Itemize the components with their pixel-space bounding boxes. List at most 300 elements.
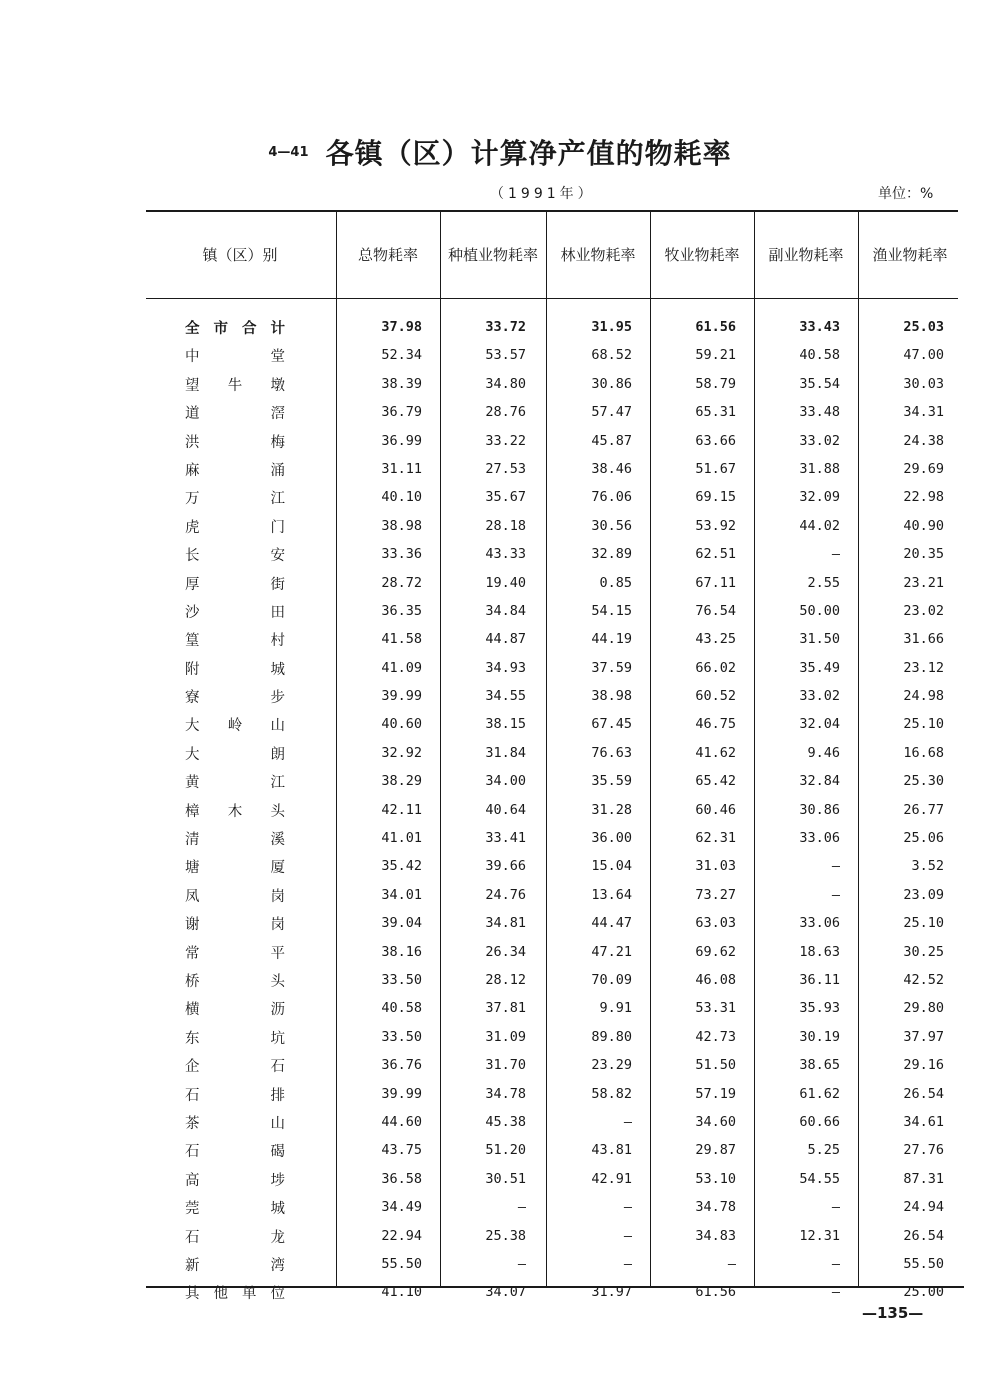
table-number: 4—41 <box>268 144 309 160</box>
table-cell: 32.04 <box>799 716 840 733</box>
table-cell: 41.09 <box>381 659 422 676</box>
table-cell: 58.79 <box>695 375 736 392</box>
table-cell: 35.93 <box>799 1000 840 1017</box>
region-name <box>185 1112 285 1133</box>
table-row <box>0 1081 1000 1109</box>
region-name <box>185 658 285 679</box>
table-row <box>0 371 1000 399</box>
table-cell: 42.73 <box>695 1028 736 1045</box>
table-cell: — <box>831 546 840 563</box>
table-cell: 67.45 <box>591 716 632 733</box>
table-row <box>0 456 1000 484</box>
table-cell: 45.38 <box>485 1113 526 1130</box>
region-name <box>185 1197 285 1218</box>
region-name-char: 篁 <box>185 633 200 650</box>
table-row <box>0 428 1000 456</box>
table-cell: 43.81 <box>591 1142 632 1159</box>
table-cell: 60.46 <box>695 801 736 818</box>
region-name-char: 岭 <box>227 718 243 735</box>
table-cell: 30.19 <box>799 1028 840 1045</box>
table-cell: 15.04 <box>591 858 632 875</box>
table-cell: 70.09 <box>591 971 632 988</box>
table-cell: 39.66 <box>485 858 526 875</box>
table-cell: 51.50 <box>695 1057 736 1074</box>
table-cell: 25.10 <box>903 716 944 733</box>
table-cell: — <box>623 1113 632 1130</box>
table-cell: 23.09 <box>903 886 944 903</box>
table-cell: 34.80 <box>485 375 526 392</box>
table-row <box>0 626 1000 654</box>
table-cell: 28.12 <box>485 971 526 988</box>
table-cell: 57.47 <box>591 404 632 421</box>
table-cell: 55.50 <box>903 1255 944 1272</box>
table-cell: 35.54 <box>799 375 840 392</box>
table-cell: 29.80 <box>903 1000 944 1017</box>
table-cell: 62.31 <box>695 830 736 847</box>
table-cell: 25.10 <box>903 915 944 932</box>
region-name <box>185 1282 285 1303</box>
table-year: （1991年） <box>490 186 596 202</box>
table-cell: — <box>623 1255 632 1272</box>
table-cell: 31.11 <box>381 460 422 477</box>
region-name <box>185 601 285 622</box>
table-cell: 53.57 <box>485 347 526 364</box>
table-cell: 34.31 <box>903 404 944 421</box>
region-name-char: 道 <box>185 406 200 423</box>
table-cell: 59.21 <box>695 347 736 364</box>
table-cell: 33.06 <box>799 830 840 847</box>
table-cell: 73.27 <box>695 886 736 903</box>
table-cell: 44.60 <box>381 1113 422 1130</box>
table-cell: 27.53 <box>485 460 526 477</box>
table-cell: 61.62 <box>799 1085 840 1102</box>
table-cell: 63.66 <box>695 432 736 449</box>
table-cell: 62.51 <box>695 546 736 563</box>
table-cell: 31.28 <box>591 801 632 818</box>
region-name-char: 木 <box>227 803 243 820</box>
table-cell: 34.78 <box>695 1199 736 1216</box>
region-name-char: 坑 <box>270 1030 285 1047</box>
region-name-char: 附 <box>185 661 200 678</box>
header-total: 总物耗率 <box>357 246 418 264</box>
table-cell: 13.64 <box>591 886 632 903</box>
region-name-char: 平 <box>270 945 285 962</box>
table-row <box>0 598 1000 626</box>
table-cell: 35.42 <box>381 858 422 875</box>
region-name <box>185 573 285 594</box>
table-cell: 29.69 <box>903 460 944 477</box>
table-cell: 31.03 <box>695 858 736 875</box>
table-row <box>0 1024 1000 1052</box>
table-row <box>0 1223 1000 1251</box>
table-cell: 33.50 <box>381 1028 422 1045</box>
region-name-char: 企 <box>185 1059 200 1076</box>
table-cell: 32.09 <box>799 489 840 506</box>
region-name-char: 常 <box>185 945 200 962</box>
table-cell: 60.66 <box>799 1113 840 1130</box>
table-cell: 41.01 <box>381 830 422 847</box>
table-cell: 34.01 <box>381 886 422 903</box>
table-cell: 33.02 <box>799 688 840 705</box>
table-cell: 60.52 <box>695 688 736 705</box>
region-name <box>185 856 285 877</box>
region-name-char: 麻 <box>185 462 200 479</box>
table-cell: 31.70 <box>485 1057 526 1074</box>
region-name-char: 涌 <box>270 462 285 479</box>
region-name <box>185 998 285 1019</box>
table-cell: 25.06 <box>903 830 944 847</box>
table-cell: 47.00 <box>903 347 944 364</box>
table-cell: 38.98 <box>591 688 632 705</box>
table-cell: 35.49 <box>799 659 840 676</box>
table-cell: 35.59 <box>591 773 632 790</box>
region-name-char: 横 <box>185 1002 200 1019</box>
table-cell: — <box>831 1199 840 1216</box>
table-cell: 33.02 <box>799 432 840 449</box>
table-cell: 23.02 <box>903 602 944 619</box>
region-name-char: 牛 <box>227 377 243 394</box>
region-name <box>185 1140 285 1161</box>
table-cell: 38.65 <box>799 1057 840 1074</box>
table-cell: 61.56 <box>695 1284 736 1301</box>
table-cell: 34.61 <box>903 1113 944 1130</box>
region-name-char: 他 <box>213 1286 228 1303</box>
region-name-char: 安 <box>270 548 285 565</box>
table-cell: 22.98 <box>903 489 944 506</box>
table-row <box>0 797 1000 825</box>
table-cell: 55.50 <box>381 1255 422 1272</box>
table-row <box>0 967 1000 995</box>
region-name-char: 步 <box>270 690 285 707</box>
region-name <box>185 1027 285 1048</box>
header-region: 镇（区）别 <box>202 246 278 264</box>
region-name-char: 排 <box>270 1087 285 1104</box>
table-cell: 30.03 <box>903 375 944 392</box>
table-cell: 40.64 <box>485 801 526 818</box>
table-row <box>0 683 1000 711</box>
table-row <box>0 1137 1000 1165</box>
top-rule <box>146 210 958 212</box>
table-cell: 31.84 <box>485 744 526 761</box>
region-name-char: 沙 <box>185 604 200 621</box>
region-name-char: 寮 <box>185 690 200 707</box>
region-name <box>185 402 285 423</box>
table-cell: 38.16 <box>381 943 422 960</box>
region-name-char: 茶 <box>185 1115 200 1132</box>
table-cell: 36.76 <box>381 1057 422 1074</box>
region-name-char: 洪 <box>185 434 200 451</box>
table-cell: 45.87 <box>591 432 632 449</box>
table-cell: 87.31 <box>903 1170 944 1187</box>
table-cell: 28.72 <box>381 574 422 591</box>
region-name-char: 黄 <box>185 775 200 792</box>
table-cell: 38.39 <box>381 375 422 392</box>
table-cell: 41.58 <box>381 631 422 648</box>
table-row <box>0 853 1000 881</box>
table-cell: 54.55 <box>799 1170 840 1187</box>
table-cell: 9.46 <box>807 744 840 761</box>
table-cell: 38.46 <box>591 460 632 477</box>
region-name-char: 谢 <box>185 917 200 934</box>
table-row <box>0 513 1000 541</box>
region-name-char: 石 <box>185 1229 200 1246</box>
table-cell: 40.10 <box>381 489 422 506</box>
header-bottom-rule <box>146 298 958 299</box>
region-name-char: 望 <box>185 377 200 394</box>
table-cell: 33.41 <box>485 830 526 847</box>
table-cell: 34.49 <box>381 1199 422 1216</box>
table-cell: 36.79 <box>381 404 422 421</box>
table-cell: 54.15 <box>591 602 632 619</box>
region-name-char: 单 <box>242 1286 257 1303</box>
table-cell: 33.06 <box>799 915 840 932</box>
table-cell: 34.07 <box>485 1284 526 1301</box>
table-cell: 53.10 <box>695 1170 736 1187</box>
table-cell: 31.66 <box>903 631 944 648</box>
region-name <box>185 771 285 792</box>
region-name-char: 头 <box>270 973 285 990</box>
table-row <box>0 711 1000 739</box>
region-name <box>185 1169 285 1190</box>
header-sideline: 副业物耗率 <box>768 246 844 264</box>
region-name-char: 全 <box>185 321 200 337</box>
table-cell: 36.00 <box>591 830 632 847</box>
region-name <box>185 629 285 650</box>
region-name-char: 高 <box>185 1172 200 1189</box>
region-name-char: 万 <box>185 491 200 508</box>
region-name-char: 朗 <box>270 746 285 763</box>
region-name <box>185 1254 285 1275</box>
table-cell: 24.94 <box>903 1199 944 1216</box>
table-cell: 9.91 <box>599 1000 632 1017</box>
table-cell: 43.33 <box>485 546 526 563</box>
table-cell: 44.19 <box>591 631 632 648</box>
table-cell: 34.83 <box>695 1227 736 1244</box>
table-cell: 24.98 <box>903 688 944 705</box>
region-name-char: 新 <box>185 1257 200 1274</box>
region-name-char: 滘 <box>270 406 285 423</box>
table-cell: 25.38 <box>485 1227 526 1244</box>
table-cell: 41.62 <box>695 744 736 761</box>
table-cell: 20.35 <box>903 546 944 563</box>
table-cell: 76.63 <box>591 744 632 761</box>
table-cell: 25.00 <box>903 1284 944 1301</box>
table-cell: 33.72 <box>485 319 526 335</box>
table-cell: 46.75 <box>695 716 736 733</box>
table-cell: 25.03 <box>903 319 944 335</box>
table-cell: 33.36 <box>381 546 422 563</box>
table-cell: 33.22 <box>485 432 526 449</box>
table-cell: 12.31 <box>799 1227 840 1244</box>
table-cell: 22.94 <box>381 1227 422 1244</box>
table-cell: 42.91 <box>591 1170 632 1187</box>
region-name-char: 樟 <box>185 803 200 820</box>
table-cell: 40.90 <box>903 517 944 534</box>
table-cell: 30.56 <box>591 517 632 534</box>
table-cell: 34.93 <box>485 659 526 676</box>
region-name-char: 岗 <box>270 917 285 934</box>
region-name-char: 石 <box>185 1144 200 1161</box>
table-row <box>0 825 1000 853</box>
table-cell: 46.08 <box>695 971 736 988</box>
table-cell: 39.04 <box>381 915 422 932</box>
region-name-char: 莞 <box>185 1201 200 1218</box>
region-name <box>185 431 285 452</box>
header-planting: 种植业物耗率 <box>447 246 538 264</box>
region-name-char: 厚 <box>185 576 200 593</box>
region-name-char: 长 <box>185 548 200 565</box>
table-row <box>0 1166 1000 1194</box>
table-cell: 43.25 <box>695 631 736 648</box>
header-fishery: 渔业物耗率 <box>872 246 948 264</box>
table-cell: 35.67 <box>485 489 526 506</box>
table-cell: — <box>517 1199 526 1216</box>
table-cell: 65.42 <box>695 773 736 790</box>
table-cell: 42.52 <box>903 971 944 988</box>
region-name-char: 合 <box>242 321 257 337</box>
table-cell: 63.03 <box>695 915 736 932</box>
table-cell: 31.95 <box>591 319 632 335</box>
table-cell: 26.54 <box>903 1227 944 1244</box>
region-name <box>185 1226 285 1247</box>
region-name-char: 厦 <box>270 860 285 877</box>
table-cell: 27.76 <box>903 1142 944 1159</box>
table-cell: 26.34 <box>485 943 526 960</box>
table-cell: 51.20 <box>485 1142 526 1159</box>
table-cell: 32.84 <box>799 773 840 790</box>
table-cell: 50.00 <box>799 602 840 619</box>
region-name <box>185 913 285 934</box>
table-cell: 36.99 <box>381 432 422 449</box>
table-row <box>0 655 1000 683</box>
table-row <box>0 570 1000 598</box>
table-cell: 32.92 <box>381 744 422 761</box>
table-cell: 61.56 <box>695 319 736 335</box>
region-name-char: 埗 <box>270 1172 285 1189</box>
table-cell: 33.48 <box>799 404 840 421</box>
table-cell: 36.58 <box>381 1170 422 1187</box>
table-row <box>0 484 1000 512</box>
region-name <box>185 686 285 707</box>
table-row <box>0 1194 1000 1222</box>
table-cell: 37.59 <box>591 659 632 676</box>
table-cell: 39.99 <box>381 688 422 705</box>
table-cell: 32.89 <box>591 546 632 563</box>
region-name-char: 堂 <box>270 349 285 366</box>
table-cell: 33.50 <box>381 971 422 988</box>
region-name-char: 湾 <box>270 1257 285 1274</box>
region-name-char: 凤 <box>185 888 200 905</box>
table-cell: 38.98 <box>381 517 422 534</box>
table-cell: 36.35 <box>381 602 422 619</box>
region-name-char: 清 <box>185 832 200 849</box>
table-cell: 34.84 <box>485 602 526 619</box>
table-cell: 37.98 <box>381 319 422 335</box>
region-name <box>185 544 285 565</box>
region-name <box>185 828 285 849</box>
table-cell: 19.40 <box>485 574 526 591</box>
table-row <box>0 399 1000 427</box>
region-name-char: 沥 <box>270 1002 285 1019</box>
table-cell: 37.97 <box>903 1028 944 1045</box>
region-name <box>185 317 285 338</box>
region-name-char: 位 <box>270 1286 285 1303</box>
table-cell: 37.81 <box>485 1000 526 1017</box>
table-cell: 53.31 <box>695 1000 736 1017</box>
region-name <box>185 970 285 991</box>
region-name-char: 城 <box>270 1201 285 1218</box>
table-cell: 18.63 <box>799 943 840 960</box>
table-cell: 38.15 <box>485 716 526 733</box>
table-cell: 34.60 <box>695 1113 736 1130</box>
region-name-char: 市 <box>213 321 228 337</box>
region-name-char: 石 <box>270 1059 285 1076</box>
table-cell: 69.62 <box>695 943 736 960</box>
table-cell: 69.15 <box>695 489 736 506</box>
table-cell: — <box>831 858 840 875</box>
table-cell: 34.81 <box>485 915 526 932</box>
table-row <box>0 882 1000 910</box>
region-name <box>185 487 285 508</box>
table-cell: — <box>831 1284 840 1301</box>
region-name-char: 街 <box>270 576 285 593</box>
region-name-char: 计 <box>270 321 285 337</box>
table-title: 各镇（区）计算净产值的物耗率 <box>325 137 732 170</box>
table-cell: 25.30 <box>903 773 944 790</box>
table-row <box>0 910 1000 938</box>
table-row <box>0 939 1000 967</box>
region-name-char: 田 <box>270 604 285 621</box>
region-name-char: 东 <box>185 1030 200 1047</box>
table-cell: 24.38 <box>903 432 944 449</box>
table-cell: 76.54 <box>695 602 736 619</box>
region-name <box>185 800 285 821</box>
table-cell: 47.21 <box>591 943 632 960</box>
table-cell: 42.11 <box>381 801 422 818</box>
region-name <box>185 714 285 735</box>
unit-label: 单位：% <box>878 186 934 202</box>
table-cell: 26.54 <box>903 1085 944 1102</box>
table-cell: 2.55 <box>807 574 840 591</box>
table-row <box>0 541 1000 569</box>
table-row <box>0 740 1000 768</box>
table-cell: — <box>623 1199 632 1216</box>
table-row <box>0 768 1000 796</box>
table-cell: 67.11 <box>695 574 736 591</box>
table-row <box>0 995 1000 1023</box>
table-cell: 57.19 <box>695 1085 736 1102</box>
region-name <box>185 345 285 366</box>
table-cell: 3.52 <box>911 858 944 875</box>
table-cell: 30.86 <box>799 801 840 818</box>
region-name-char: 塘 <box>185 860 200 877</box>
region-name <box>185 743 285 764</box>
table-cell: 5.25 <box>807 1142 840 1159</box>
table-row <box>0 1279 1000 1307</box>
table-cell: 51.67 <box>695 460 736 477</box>
region-name-char: 桥 <box>185 973 200 990</box>
table-cell: 30.86 <box>591 375 632 392</box>
table-cell: 41.10 <box>381 1284 422 1301</box>
region-name-char: 江 <box>270 775 285 792</box>
table-cell: 33.43 <box>799 319 840 335</box>
table-cell: — <box>831 1255 840 1272</box>
region-name <box>185 942 285 963</box>
table-cell: — <box>831 886 840 903</box>
region-name-char: 山 <box>270 718 285 735</box>
page-number: —135— <box>862 1304 924 1322</box>
table-cell: 34.00 <box>485 773 526 790</box>
